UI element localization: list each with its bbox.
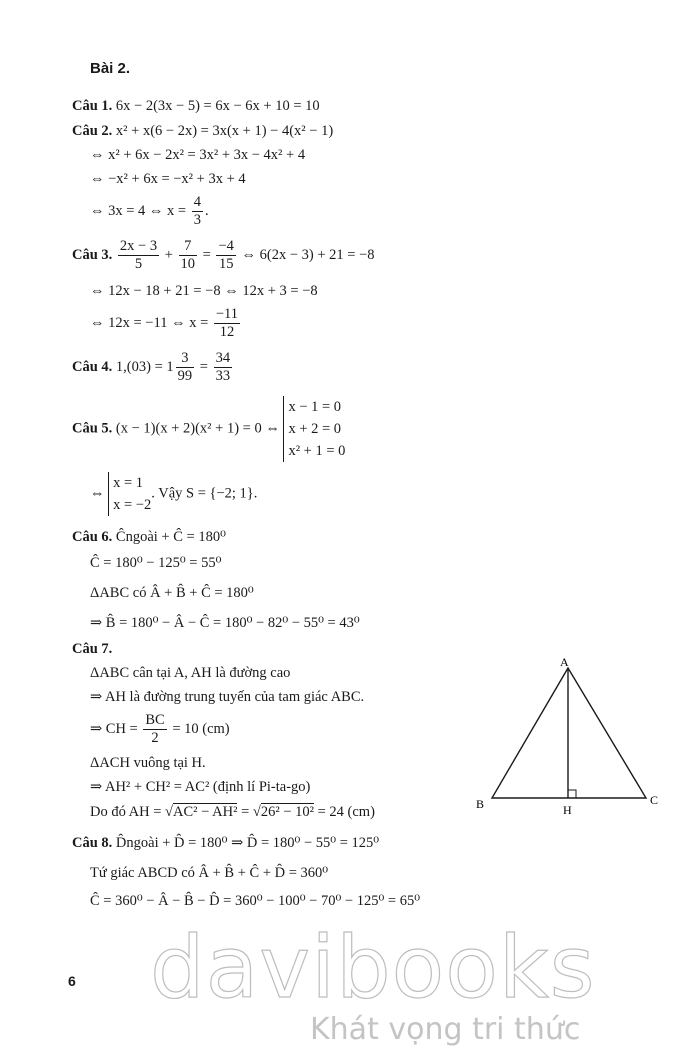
q2-line3: ⇔ −x² + 6x = −x² + 3x + 4: [90, 171, 246, 187]
triangle-abc: [492, 668, 646, 798]
q4-eq: =: [199, 358, 208, 375]
q7-line4: ΔACH vuông tại H.: [90, 755, 206, 771]
q7-mid: =: [241, 804, 250, 820]
section-title: Bài 2.: [90, 60, 131, 77]
q5-sys1-eq3: x² + 1 = 0: [288, 443, 346, 459]
q7-line3-suffix: = 10 (cm): [172, 720, 230, 737]
q4-prefix: 1,(03) = 1: [115, 358, 174, 375]
q2-line4: [90, 194, 209, 229]
q4-mixed-fraction: [176, 350, 195, 385]
q3-frac1-den: 5: [134, 256, 143, 272]
label-c: C: [650, 793, 659, 807]
q7-sqrt1: AC² − AH²: [173, 804, 238, 820]
q7-line2: ⇒ AH là đường trung tuyến của tam giác ABC.: [90, 689, 365, 705]
q7-frac-num: BC: [145, 712, 165, 728]
q7-line5: ⇒ AH² + CH² = AC² (định lí Pi-ta-go): [90, 779, 311, 795]
label-b: B: [476, 797, 485, 811]
q2-line2: ⇔ x² + 6x − 2x² = 3x² + 3x − 4x² + 4: [90, 147, 306, 163]
label-h: H: [563, 803, 572, 817]
q3-result-fraction: [214, 306, 240, 341]
q4-res-den: 33: [215, 368, 231, 384]
q5-sys2-eq1: x = 1: [113, 475, 144, 491]
q7-line6-prefix: Do đó AH =: [90, 804, 162, 820]
isosceles-triangle-figure: [470, 650, 670, 820]
q2-line1: [72, 122, 333, 140]
q8-line2: Tứ giác ABCD có Â + B̂ + Ĉ + D̂ = 360⁰: [90, 865, 329, 881]
right-angle-mark: [568, 790, 576, 798]
q3-res-den: 12: [219, 324, 235, 340]
q7-sqrt2: 26² − 10²: [260, 804, 314, 820]
q3-plus: +: [164, 246, 173, 263]
q4-res-num: 34: [215, 350, 231, 366]
q3-frac3-num: −4: [218, 238, 234, 254]
q4-label: Câu 4.: [72, 358, 113, 375]
q6-line2: Ĉ = 180⁰ − 125⁰ = 55⁰: [90, 555, 222, 571]
q2-line4-suffix: .: [204, 202, 209, 219]
q5-line2: [90, 472, 257, 516]
q8-expr1: D̂ngoài + D̂ = 180⁰ ⇒ D̂ = 180⁰ − 55⁰ = 125⁰: [115, 835, 380, 851]
q7-line1: ΔABC cân tại A, AH là đường cao: [90, 665, 291, 681]
q1-line: [72, 97, 320, 115]
q5-sys2-eq2: x = −2: [113, 497, 152, 513]
q1-expr: 6x − 2(3x − 5) = 6x − 6x + 10 = 10: [115, 98, 320, 114]
q5-sys1-eq1: x − 1 = 0: [288, 399, 342, 415]
q5-sys1-eq2: x + 2 = 0: [288, 421, 342, 437]
q4-result-fraction: [214, 350, 233, 385]
q7-line6: Do đó AH = √AC² − AH² = √26² − 10² = 24 (cm): [90, 804, 375, 820]
watermark-brand: davibooks: [150, 918, 596, 1018]
q3-line2: ⇔ 12x − 18 + 21 = −8 ⇔ 12x + 3 = −8: [90, 283, 318, 299]
q4-line: [72, 350, 234, 385]
q3-res-num: −11: [215, 306, 239, 322]
watermark-slogan: Khát vọng tri thức: [310, 1012, 581, 1047]
q3-rest: ⇔ 6(2x − 3) + 21 = −8: [241, 246, 375, 263]
q7-fraction: [143, 712, 166, 747]
q3-line3: [90, 306, 242, 341]
q2-expr1: x² + x(6 − 2x) = 3x(x + 1) − 4(x² − 1): [115, 123, 334, 139]
q3-eq: =: [202, 246, 211, 263]
q5-arrow: ⇔: [90, 485, 105, 502]
q5-line1: [72, 396, 345, 462]
q6-line1: [72, 528, 226, 546]
q8-label: Câu 8.: [72, 835, 113, 851]
q6-expr1: Ĉngoài + Ĉ = 180⁰: [115, 529, 226, 545]
q3-frac3-den: 15: [218, 256, 234, 272]
q4-mixed-num: 3: [176, 350, 195, 368]
q3-frac2: [179, 238, 198, 273]
q7-frac-den: 2: [151, 730, 159, 746]
q8-line1: [72, 834, 379, 852]
q5-prefix: (x − 1)(x + 2)(x² + 1) = 0 ⇔: [115, 420, 280, 437]
q6-line4: ⇒ B̂ = 180⁰ − Â − Ĉ = 180⁰ − 82⁰ − 55⁰ = 43⁰: [90, 615, 360, 631]
q7-line6-suffix: = 24 (cm): [317, 804, 375, 820]
q8-line3: Ĉ = 360⁰ − Â − B̂ − D̂ = 360⁰ − 100⁰ − 70⁰ − 125⁰ = 65⁰: [90, 893, 421, 909]
q1-label: Câu 1.: [72, 98, 113, 114]
q5-system1: [283, 396, 345, 462]
label-a: A: [560, 655, 569, 669]
q6-line3: ΔABC có Â + B̂ + Ĉ = 180⁰: [90, 585, 254, 601]
q7-line3-prefix: ⇒ CH =: [90, 720, 138, 737]
q3-label: Câu 3.: [72, 246, 113, 263]
q2-frac-num: 4: [193, 194, 201, 210]
page-number: 6: [68, 973, 76, 989]
q4-mixed-den: 99: [177, 368, 193, 384]
q7-label: Câu 7.: [72, 641, 113, 657]
q2-fraction: [192, 194, 203, 229]
q3-frac2-num: 7: [179, 238, 198, 256]
q3-frac1-num: 2x − 3: [119, 238, 158, 254]
q3-line3-prefix: ⇔ 12x = −11 ⇔ x =: [90, 314, 209, 331]
q5-label: Câu 5.: [72, 420, 113, 437]
q3-frac3: [216, 238, 235, 273]
q6-label: Câu 6.: [72, 529, 113, 545]
q2-label: Câu 2.: [72, 123, 113, 139]
q3-line1: [72, 238, 375, 273]
q5-system2: [108, 472, 151, 516]
q5-conclusion: . Vậy S = {−2; 1}.: [151, 485, 258, 502]
q2-line4-prefix: ⇔ 3x = 4 ⇔ x =: [90, 202, 187, 219]
q2-frac-den: 3: [193, 212, 201, 228]
q7-line3: [90, 712, 230, 747]
q3-frac1: [118, 238, 159, 273]
q3-frac2-den: 10: [180, 256, 196, 272]
